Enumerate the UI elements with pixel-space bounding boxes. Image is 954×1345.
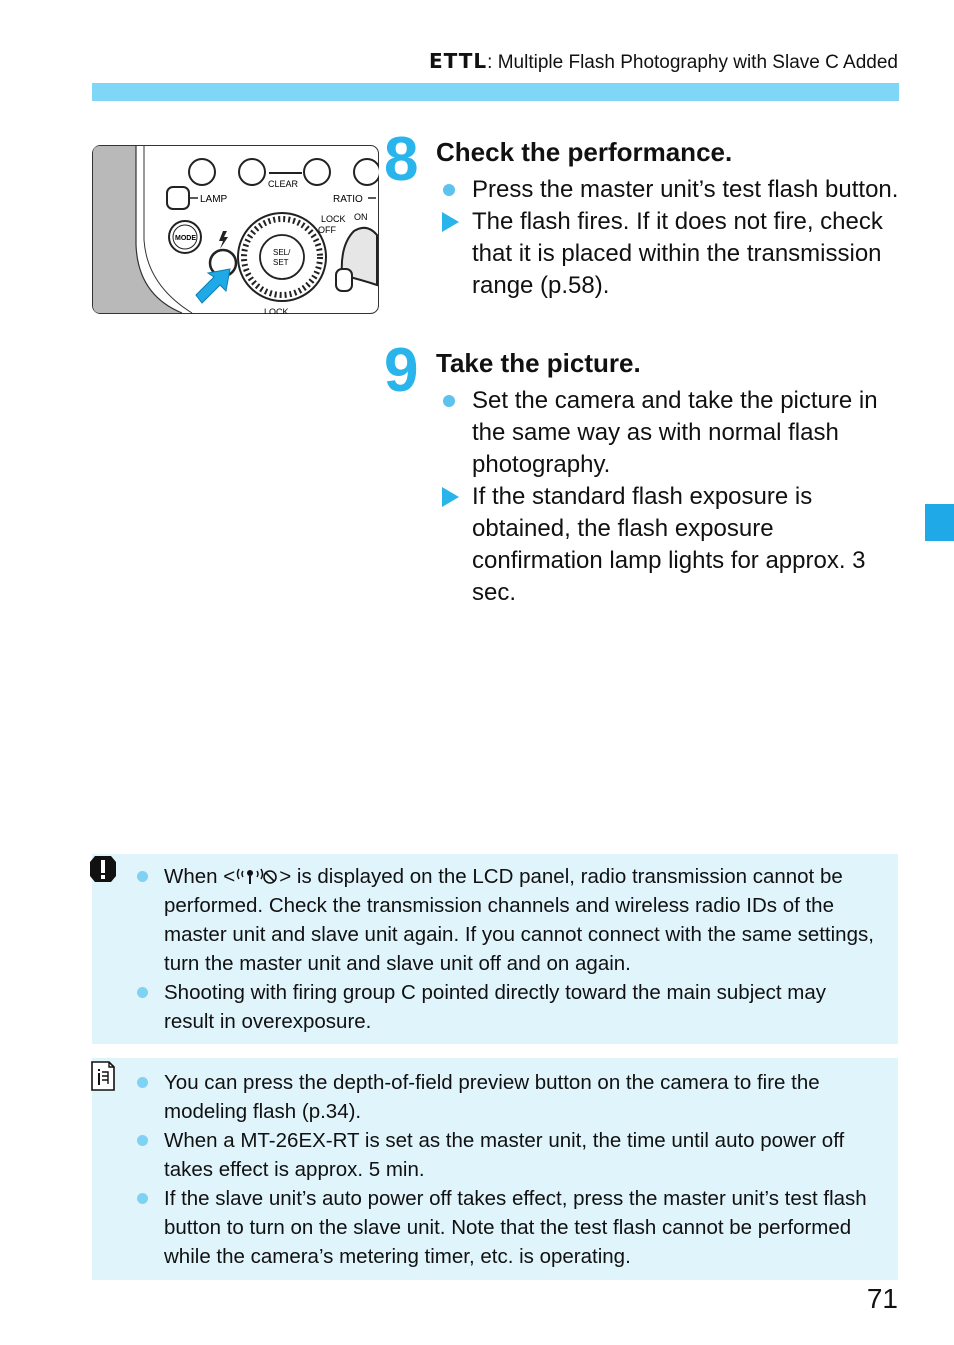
page-number: 71: [866, 1283, 898, 1314]
result-arrow-icon: [442, 487, 459, 507]
item-text: If the standard flash exposure is obtained, the flash exposure confirmation lamp lights for approx. 3 sec.: [472, 483, 866, 606]
bullet-dot-icon: [137, 1135, 148, 1146]
item-text: Shooting with firing group C pointed directly toward the main subject may result in overexposure.: [164, 981, 827, 1033]
list-item: [136, 862, 881, 978]
running-header: [429, 49, 898, 74]
header-title: : Multiple Flash Photography with Slave C Added: [487, 52, 898, 73]
item-text: If the slave unit’s auto power off takes effect, press the master unit’s test flash button to turn on the slave unit. Note that the test flash cannot be performed while the camera’s metering timer, etc. is operating.: [164, 1187, 867, 1268]
illus-label-on: ON: [354, 212, 368, 222]
step-items: [436, 385, 906, 609]
header-bar: [92, 83, 899, 101]
note-list: [136, 1068, 881, 1271]
list-item: [436, 385, 906, 481]
result-arrow-icon: [442, 212, 459, 232]
list-item: [436, 481, 906, 609]
item-text: Press the master unit’s test flash button.: [472, 176, 899, 203]
item-text: You can press the depth-of-field preview button on the camera to fire the modeling flash (p.34).: [164, 1071, 820, 1123]
header-mode: ETTL: [429, 49, 488, 73]
step-items: [436, 174, 906, 302]
bullet-dot-icon: [137, 1077, 148, 1088]
list-item: [136, 1126, 881, 1184]
memo-icon: [90, 1060, 116, 1092]
illus-label-mode: MODE: [175, 235, 196, 242]
illus-label-off: OFF: [318, 225, 336, 235]
illus-label-set: SET: [273, 258, 289, 267]
note-box: [92, 1058, 898, 1280]
list-item: [136, 1184, 881, 1271]
bullet-dot-icon: [137, 1193, 148, 1204]
item-text-prefix: When <: [164, 865, 236, 888]
list-item: [136, 978, 881, 1036]
illus-label-sel: SEL/: [273, 248, 291, 257]
radio-transmission-unavailable-icon: [235, 866, 279, 886]
chapter-tab: [925, 504, 954, 541]
list-item: [136, 1068, 881, 1126]
caution-icon: [88, 854, 118, 884]
illus-label-lamp: LAMP: [200, 194, 228, 205]
illus-label-lock: LOCK: [321, 214, 346, 224]
list-item: [436, 206, 906, 302]
bullet-dot-icon: [137, 871, 148, 882]
illus-label-lock-bottom: LOCK: [264, 307, 289, 314]
illus-label-clear: CLEAR: [268, 179, 299, 189]
flash-unit-illustration: [92, 145, 379, 314]
item-text: Set the camera and take the picture in the same way as with normal flash photography.: [472, 387, 878, 478]
item-text: The flash fires. If it does not fire, check that it is placed within the transmission range (p.58).: [472, 208, 883, 299]
bullet-dot-icon: [443, 395, 455, 407]
illus-label-ratio: RATIO: [333, 194, 363, 205]
bullet-dot-icon: [443, 184, 455, 196]
caution-list: [136, 862, 881, 1036]
step-title: Check the performance.: [436, 137, 733, 167]
caution-box: [92, 854, 898, 1044]
list-item: [436, 174, 906, 206]
step-title: Take the picture.: [436, 348, 641, 378]
item-text: When a MT-26EX-RT is set as the master unit, the time until auto power off takes effect is approx. 5 min.: [164, 1129, 845, 1181]
step-number: 9: [384, 336, 419, 405]
step-number: 8: [384, 125, 419, 194]
bullet-dot-icon: [137, 987, 148, 998]
item-text-suffix: > is displayed on the LCD panel, radio transmission cannot be performed. Check the transmission channels and wireless radio IDs of the master unit and slave unit again. If you cannot connect with the same settings, turn the master unit and slave unit off and on again.: [164, 865, 874, 975]
